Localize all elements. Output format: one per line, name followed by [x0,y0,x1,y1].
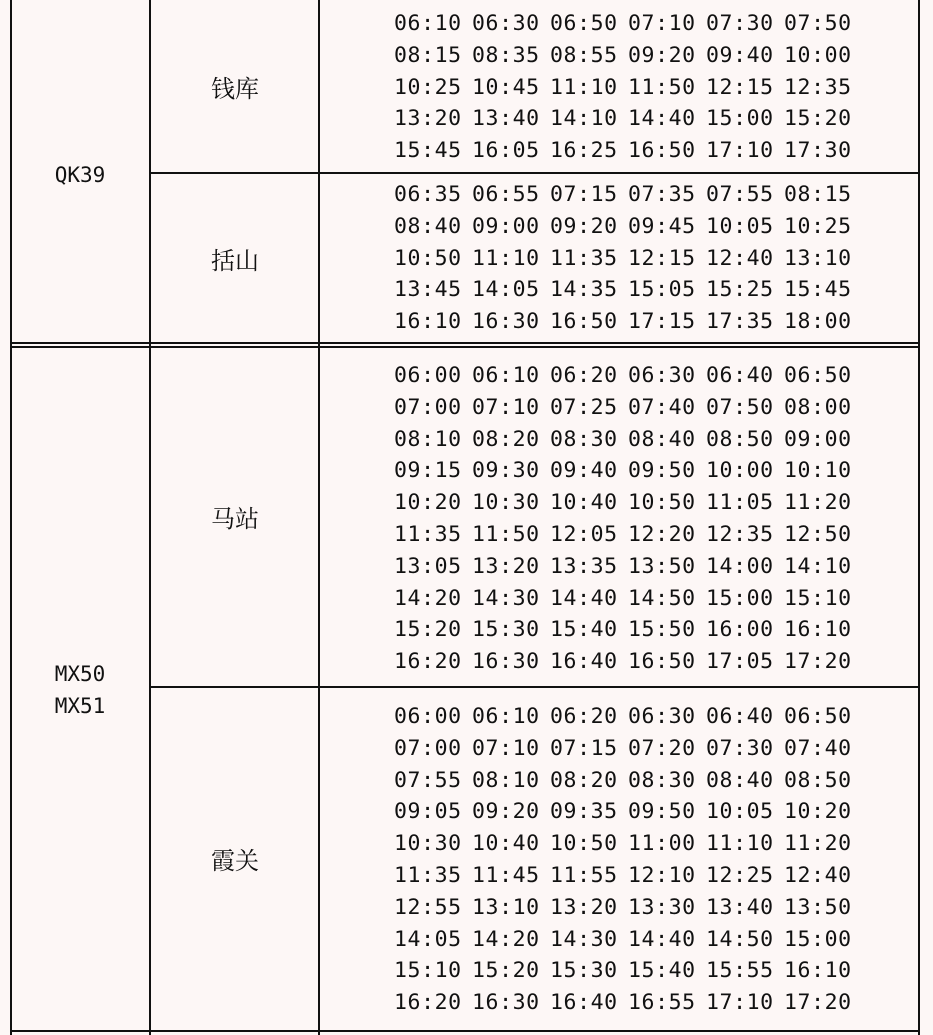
departure-time: 07:25 [550,394,618,420]
departure-time: 11:35 [550,245,618,271]
departure-time: 07:15 [550,735,618,761]
departure-time: 17:05 [706,649,774,675]
departure-time: 13:20 [472,553,540,579]
departure-time: 08:30 [550,426,618,452]
departure-time: 06:30 [628,704,696,729]
departure-time: 10:50 [628,490,696,516]
departure-times-list [320,179,918,338]
departure-time: 15:30 [550,958,618,984]
time-row [320,392,918,424]
departure-time: 08:20 [472,426,540,452]
time-row [320,179,918,211]
departure-time: 06:00 [394,704,462,729]
departure-time: 15:55 [706,958,774,984]
departure-time: 16:30 [472,990,540,1016]
time-row [320,360,918,392]
departure-time: 10:50 [394,245,462,271]
departure-time: 14:35 [550,277,618,303]
departure-time: 15:10 [784,585,852,611]
departure-time: 11:50 [628,74,696,100]
route-code: MX51 [54,694,106,718]
departure-time: 13:50 [628,553,696,579]
departure-time: 13:40 [472,106,540,132]
departure-time: 07:15 [550,182,618,207]
time-row [320,828,918,860]
stop-name: 马站 [211,505,259,533]
departure-time: 17:20 [784,649,852,675]
departure-time: 14:30 [550,926,618,952]
departure-time: 15:45 [394,138,462,164]
time-row [320,8,918,40]
departure-time: 17:10 [706,990,774,1016]
departure-time: 10:10 [784,458,852,484]
departure-time: 09:30 [472,458,540,484]
departure-time: 16:55 [628,990,696,1016]
departure-time: 10:20 [784,799,852,825]
departure-times-list [320,701,918,1019]
departure-time: 08:40 [394,213,462,239]
departure-time: 12:20 [628,521,696,547]
departure-time: 09:20 [472,799,540,825]
departure-time: 11:10 [706,831,774,857]
departure-time: 09:00 [472,213,540,239]
departure-time: 07:50 [706,394,774,420]
time-row [320,551,918,583]
departure-time: 06:20 [550,704,618,729]
departure-time: 16:05 [472,138,540,164]
departure-time: 14:05 [472,277,540,303]
departure-time: 08:00 [784,394,852,420]
departure-times-list [320,8,918,167]
departure-time: 12:35 [706,521,774,547]
time-row [320,487,918,519]
departure-time: 14:30 [472,585,540,611]
departure-time: 06:40 [706,704,774,729]
departure-time: 12:40 [706,245,774,271]
departure-time: 10:20 [394,490,462,516]
time-row [320,583,918,615]
departure-time: 12:55 [394,894,462,920]
departure-time: 06:00 [394,363,462,388]
departure-time: 15:30 [472,617,540,643]
departure-time: 08:10 [394,426,462,452]
departure-time: 06:40 [706,363,774,388]
departure-time: 09:45 [628,213,696,239]
departure-time: 17:30 [784,138,852,164]
departure-time: 17:35 [706,309,774,335]
departure-time: 07:20 [628,735,696,761]
departure-time: 12:35 [784,74,852,100]
departure-time: 07:10 [472,394,540,420]
departure-time: 09:05 [394,799,462,825]
departure-time: 06:20 [550,363,618,388]
departure-time: 08:15 [394,42,462,68]
stop-name: 钱库 [211,75,259,103]
departure-time: 16:00 [706,617,774,643]
departure-time: 07:30 [706,735,774,761]
departure-time: 13:40 [706,894,774,920]
departure-time: 12:15 [628,245,696,271]
departure-time: 09:00 [784,426,852,452]
departure-time: 13:45 [394,277,462,303]
departure-time: 08:30 [628,767,696,793]
departure-time: 15:25 [706,277,774,303]
departure-time: 07:40 [628,394,696,420]
departure-time: 09:40 [706,42,774,68]
departure-time: 15:50 [628,617,696,643]
departure-time: 15:40 [628,958,696,984]
departure-time: 16:10 [784,958,852,984]
departure-time: 16:20 [394,990,462,1016]
departure-time: 14:10 [550,106,618,132]
departure-time: 11:35 [394,862,462,888]
departure-time: 15:00 [706,585,774,611]
departure-time: 08:40 [628,426,696,452]
departure-time: 12:25 [706,862,774,888]
departure-time: 14:10 [784,553,852,579]
time-row [320,765,918,797]
departure-time: 16:25 [550,138,618,164]
departure-time: 15:00 [784,926,852,952]
time-row [320,860,918,892]
departure-time: 13:20 [394,106,462,132]
departure-time: 15:00 [706,106,774,132]
departure-time: 13:10 [784,245,852,271]
departure-times-list [320,360,918,678]
time-row [320,614,918,646]
time-row [320,646,918,678]
departure-time: 14:40 [550,585,618,611]
departure-time: 07:10 [472,735,540,761]
departure-time: 18:00 [784,309,852,335]
departure-time: 17:20 [784,990,852,1016]
departure-time: 11:50 [472,521,540,547]
time-row [320,243,918,275]
departure-time: 14:20 [394,585,462,611]
time-row [320,796,918,828]
departure-time: 10:50 [550,831,618,857]
stop-name: 霞关 [211,847,259,875]
time-row [320,701,918,733]
group-divider-top [10,342,920,344]
departure-time: 09:20 [628,42,696,68]
departure-time: 06:50 [784,363,852,388]
departure-time: 17:15 [628,309,696,335]
departure-time: 08:50 [706,426,774,452]
departure-time: 16:30 [472,309,540,335]
departure-time: 16:50 [550,309,618,335]
departure-time: 07:55 [706,182,774,207]
departure-time: 09:50 [628,458,696,484]
departure-time: 13:10 [472,894,540,920]
departure-time: 10:05 [706,213,774,239]
departure-time: 16:40 [550,649,618,675]
departure-time: 14:50 [706,926,774,952]
departure-time: 16:50 [628,649,696,675]
time-row [320,892,918,924]
table-border-left [10,0,12,1035]
departure-time: 11:45 [472,862,540,888]
time-row [320,40,918,72]
departure-time: 06:35 [394,182,462,207]
route-code: QK39 [54,163,106,187]
departure-time: 10:40 [550,490,618,516]
departure-time: 08:55 [550,42,618,68]
time-row [320,987,918,1019]
time-row [320,455,918,487]
departure-time: 16:40 [550,990,618,1016]
column-divider-route [149,0,151,1035]
departure-time: 08:20 [550,767,618,793]
departure-time: 07:35 [628,182,696,207]
time-row [320,733,918,765]
departure-time: 13:35 [550,553,618,579]
departure-time: 08:35 [472,42,540,68]
departure-time: 14:40 [628,106,696,132]
departure-time: 06:30 [628,363,696,388]
time-row [320,519,918,551]
departure-time: 06:50 [550,11,618,36]
departure-time: 09:20 [550,213,618,239]
departure-time: 13:20 [550,894,618,920]
departure-time: 11:10 [550,74,618,100]
departure-time: 12:50 [784,521,852,547]
departure-time: 07:50 [784,11,852,36]
departure-time: 13:30 [628,894,696,920]
departure-time: 09:35 [550,799,618,825]
departure-time: 10:45 [472,74,540,100]
departure-time: 11:10 [472,245,540,271]
time-row [320,103,918,135]
departure-time: 06:50 [784,704,852,729]
departure-time: 17:10 [706,138,774,164]
departure-time: 16:20 [394,649,462,675]
departure-time: 12:40 [784,862,852,888]
table-border-right [918,0,920,1035]
departure-time: 15:05 [628,277,696,303]
departure-time: 08:10 [472,767,540,793]
departure-time: 10:25 [394,74,462,100]
departure-time: 07:00 [394,735,462,761]
time-row [320,274,918,306]
departure-time: 13:50 [784,894,852,920]
departure-time: 08:15 [784,182,852,207]
departure-time: 07:40 [784,735,852,761]
departure-time: 09:40 [550,458,618,484]
departure-time: 09:15 [394,458,462,484]
departure-time: 11:05 [706,490,774,516]
time-row [320,424,918,456]
route-code: MX50 [54,662,106,686]
departure-time: 12:10 [628,862,696,888]
departure-time: 07:30 [706,11,774,36]
group-divider-bottom [10,346,920,348]
departure-time: 11:55 [550,862,618,888]
departure-time: 07:55 [394,767,462,793]
departure-time: 10:05 [706,799,774,825]
departure-time: 14:00 [706,553,774,579]
departure-time: 15:10 [394,958,462,984]
departure-time: 10:00 [706,458,774,484]
departure-time: 11:20 [784,490,852,516]
row-divider-qk39 [149,172,920,174]
departure-time: 08:40 [706,767,774,793]
departure-time: 14:20 [472,926,540,952]
departure-time: 16:30 [472,649,540,675]
time-row [320,211,918,243]
departure-time: 07:00 [394,394,462,420]
departure-time: 06:10 [472,704,540,729]
departure-time: 16:10 [394,309,462,335]
departure-time: 15:20 [472,958,540,984]
departure-time: 13:05 [394,553,462,579]
time-row [320,135,918,167]
departure-time: 06:10 [472,363,540,388]
stop-name: 括山 [211,247,259,275]
time-row [320,72,918,104]
table-border-bottom [10,1030,920,1032]
departure-time: 15:20 [784,106,852,132]
departure-time: 15:40 [550,617,618,643]
departure-time: 10:25 [784,213,852,239]
departure-time: 15:45 [784,277,852,303]
departure-time: 11:20 [784,831,852,857]
departure-time: 09:50 [628,799,696,825]
time-row [320,924,918,956]
departure-time: 10:30 [472,490,540,516]
departure-time: 15:20 [394,617,462,643]
row-divider-mx [149,686,920,688]
departure-time: 16:50 [628,138,696,164]
departure-time: 11:00 [628,831,696,857]
departure-time: 14:50 [628,585,696,611]
departure-time: 07:10 [628,11,696,36]
departure-time: 14:40 [628,926,696,952]
departure-time: 10:00 [784,42,852,68]
departure-time: 16:10 [784,617,852,643]
departure-time: 14:05 [394,926,462,952]
departure-time: 06:55 [472,182,540,207]
departure-time: 06:30 [472,11,540,36]
departure-time: 11:35 [394,521,462,547]
departure-time: 08:50 [784,767,852,793]
departure-time: 12:05 [550,521,618,547]
departure-time: 10:40 [472,831,540,857]
time-row [320,955,918,987]
departure-time: 12:15 [706,74,774,100]
departure-time: 10:30 [394,831,462,857]
time-row [320,306,918,338]
departure-time: 06:10 [394,11,462,36]
